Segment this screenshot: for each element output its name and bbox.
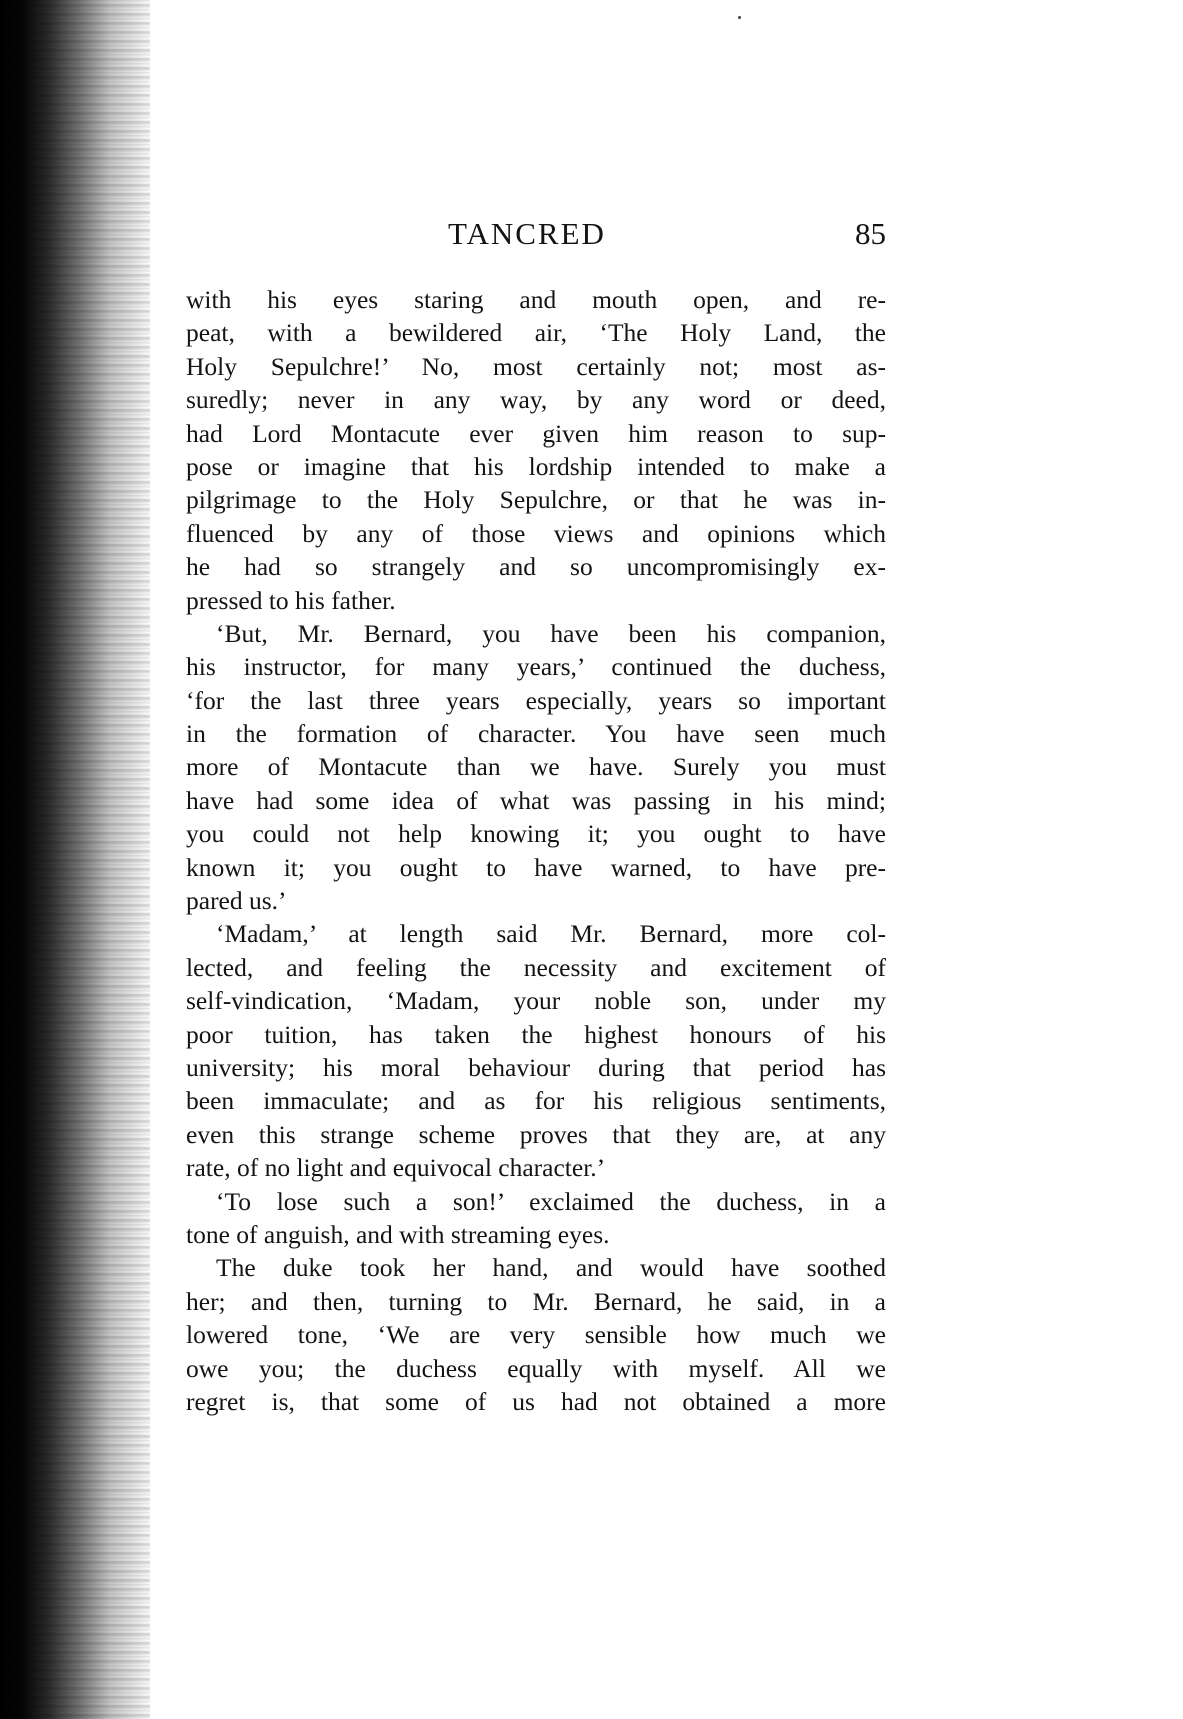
text-line: with his eyes staring and mouth open, and re-: [186, 285, 886, 314]
text-line: have had some idea of what was passing in his mind;: [186, 785, 886, 815]
text-line: he had so strangely and so uncompromisingly ex-: [186, 552, 886, 582]
text-line: her; and then, turning to Mr. Bernard, he said, in a: [186, 1286, 886, 1316]
text-line: pressed to his father.: [186, 585, 396, 615]
text-line: The duke took her hand, and would have soothed: [216, 1253, 886, 1283]
text-line: university; his moral behaviour during that period has: [186, 1052, 886, 1082]
text-line: poor tuition, has taken the highest honours of his: [186, 1019, 886, 1049]
book-title: TANCRED: [448, 216, 606, 251]
text-line: tone of anguish, and with streaming eyes.: [186, 1219, 610, 1249]
body-text: [186, 283, 886, 1418]
text-line: lowered tone, ‘We are very sensible how much we: [186, 1320, 886, 1350]
text-line: pose or imagine that his lordship intended to make a: [186, 451, 886, 481]
text-line: owe you; the duchess equally with myself. All we: [186, 1353, 886, 1383]
running-head: [186, 214, 886, 254]
text-line: rate, of no light and equivocal character.’: [186, 1153, 606, 1183]
text-line: ‘for the last three years especially, years so important: [186, 685, 886, 715]
binding-gutter-shadow: [0, 0, 150, 1719]
text-line: pared us.’: [186, 886, 287, 916]
text-line: had Lord Montacute ever given him reason to sup-: [186, 418, 886, 448]
text-line: known it; you ought to have warned, to have pre-: [186, 852, 886, 882]
text-line: Holy Sepulchre!’ No, most certainly not; most as-: [186, 351, 886, 381]
text-line: lected, and feeling the necessity and excitement of: [186, 952, 886, 982]
text-line: regret is, that some of us had not obtained a more: [186, 1386, 886, 1416]
text-line: ‘Madam,’ at length said Mr. Bernard, more col-: [216, 919, 886, 949]
text-line: been immaculate; and as for his religious sentiments,: [186, 1086, 886, 1116]
text-line: his instructor, for many years,’ continued the duchess,: [186, 652, 886, 682]
text-line: you could not help knowing it; you ought to have: [186, 819, 886, 849]
text-line: even this strange scheme proves that they are, at any: [186, 1119, 886, 1149]
scan-speck: [738, 16, 741, 19]
text-line: self-vindication, ‘Madam, your noble son, under my: [186, 986, 886, 1016]
text-line: ‘To lose such a son!’ exclaimed the duchess, in a: [216, 1186, 886, 1216]
text-line: fluenced by any of those views and opinions which: [186, 518, 886, 548]
text-line: ‘But, Mr. Bernard, you have been his companion,: [216, 618, 886, 648]
text-line: more of Montacute than we have. Surely you must: [186, 752, 886, 782]
text-line: in the formation of character. You have seen much: [186, 719, 886, 749]
text-line: pilgrimage to the Holy Sepulchre, or that he was in-: [186, 485, 886, 515]
page-number: 85: [855, 216, 886, 251]
text-line: peat, with a bewildered air, ‘The Holy Land, the: [186, 318, 886, 348]
text-line: suredly; never in any way, by any word or deed,: [186, 385, 886, 415]
